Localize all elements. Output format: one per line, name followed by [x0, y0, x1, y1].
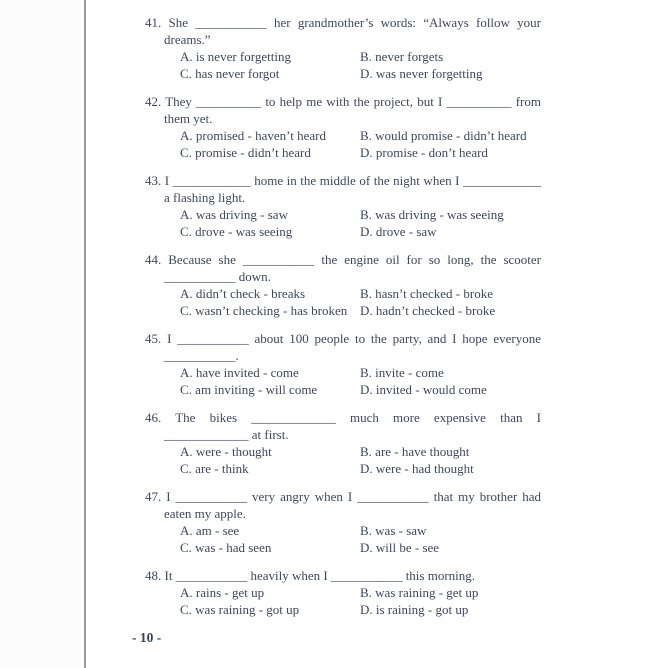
option-d: D. was never forgetting — [360, 66, 483, 81]
option-c: C. am inviting - will come — [180, 382, 318, 397]
option-c: C. drove - was seeing — [180, 224, 293, 239]
question-number: 41. — [145, 15, 162, 30]
question-stem — [145, 172, 541, 206]
question-48 — [145, 567, 541, 618]
question-43 — [145, 172, 541, 240]
option-d: D. will be - see — [360, 540, 440, 555]
question-text: I ___________ about 100 people to the party, and I hope everyone ___________. — [164, 331, 542, 363]
option-c: C. wasn’t checking - has broken — [180, 303, 348, 318]
option-d: D. hadn’t checked - broke — [360, 303, 496, 318]
options-grid — [180, 206, 541, 240]
question-number: 43. — [145, 173, 162, 188]
option-a: A. is never forgetting — [180, 49, 291, 64]
question-number: 44. — [145, 252, 162, 267]
option-d: D. invited - would come — [360, 382, 487, 397]
question-stem — [145, 567, 541, 584]
options-grid — [180, 584, 541, 618]
options-grid — [180, 443, 541, 477]
option-c: C. has never forgot — [180, 66, 280, 81]
question-text: The bikes _____________ much more expensive than I _____________ at first. — [164, 410, 542, 442]
option-a: A. rains - get up — [180, 585, 265, 600]
option-b: B. was driving - was seeing — [360, 207, 504, 222]
question-stem — [145, 409, 541, 443]
question-stem — [145, 93, 541, 127]
option-a: A. were - thought — [180, 444, 272, 459]
question-text: I ___________ very angry when I ___________ that my brother had eaten my apple. — [164, 489, 541, 521]
option-b: B. was raining - get up — [360, 585, 479, 600]
option-a: A. am - see — [180, 523, 240, 538]
options-grid — [180, 48, 541, 82]
option-a: A. have invited - come — [180, 365, 299, 380]
question-text: Because she ___________ the engine oil for so long, the scooter ___________ down. — [164, 252, 542, 284]
question-text: I ____________ home in the middle of the night when I ____________ a flashing light. — [164, 173, 542, 205]
question-44 — [145, 251, 541, 319]
question-number: 47. — [145, 489, 162, 504]
options-grid — [180, 522, 541, 556]
question-stem — [145, 251, 541, 285]
question-text: They __________ to help me with the project, but I __________ from them yet. — [164, 94, 542, 126]
question-number: 46. — [145, 410, 162, 425]
options-grid — [180, 364, 541, 398]
question-47 — [145, 488, 541, 556]
options-grid — [180, 285, 541, 319]
question-number: 48. — [145, 568, 162, 583]
options-grid — [180, 127, 541, 161]
option-d: D. promise - don’t heard — [360, 145, 488, 160]
test-page — [132, 14, 542, 646]
option-c: C. was raining - got up — [180, 602, 300, 617]
option-b: B. never forgets — [360, 49, 444, 64]
question-text: It ___________ heavily when I ___________ this morning. — [164, 568, 476, 583]
option-d: D. is raining - got up — [360, 602, 469, 617]
option-d: D. drove - saw — [360, 224, 437, 239]
option-b: B. invite - come — [360, 365, 444, 380]
question-stem — [145, 488, 541, 522]
question-41 — [145, 14, 541, 82]
page-margin-strip — [0, 0, 84, 668]
question-45 — [145, 330, 541, 398]
option-b: B. hasn’t checked - broke — [360, 286, 493, 301]
option-b: B. would promise - didn’t heard — [360, 128, 527, 143]
option-b: B. was - saw — [360, 523, 427, 538]
question-number: 45. — [145, 331, 162, 346]
question-46 — [145, 409, 541, 477]
option-a: A. promised - haven’t heard — [180, 128, 326, 143]
option-c: C. are - think — [180, 461, 249, 476]
question-stem — [145, 14, 541, 48]
option-c: C. promise - didn’t heard — [180, 145, 311, 160]
option-a: A. was driving - saw — [180, 207, 288, 222]
page-edge-line — [84, 0, 86, 668]
option-c: C. was - had seen — [180, 540, 272, 555]
question-stem — [145, 330, 541, 364]
option-d: D. were - had thought — [360, 461, 474, 476]
question-number: 42. — [145, 94, 162, 109]
question-42 — [145, 93, 541, 161]
option-b: B. are - have thought — [360, 444, 470, 459]
question-text: She ___________ her grandmother’s words: “Always follow your dreams.” — [164, 15, 542, 47]
option-a: A. didn’t check - breaks — [180, 286, 306, 301]
page-number: - 10 - — [132, 630, 162, 645]
